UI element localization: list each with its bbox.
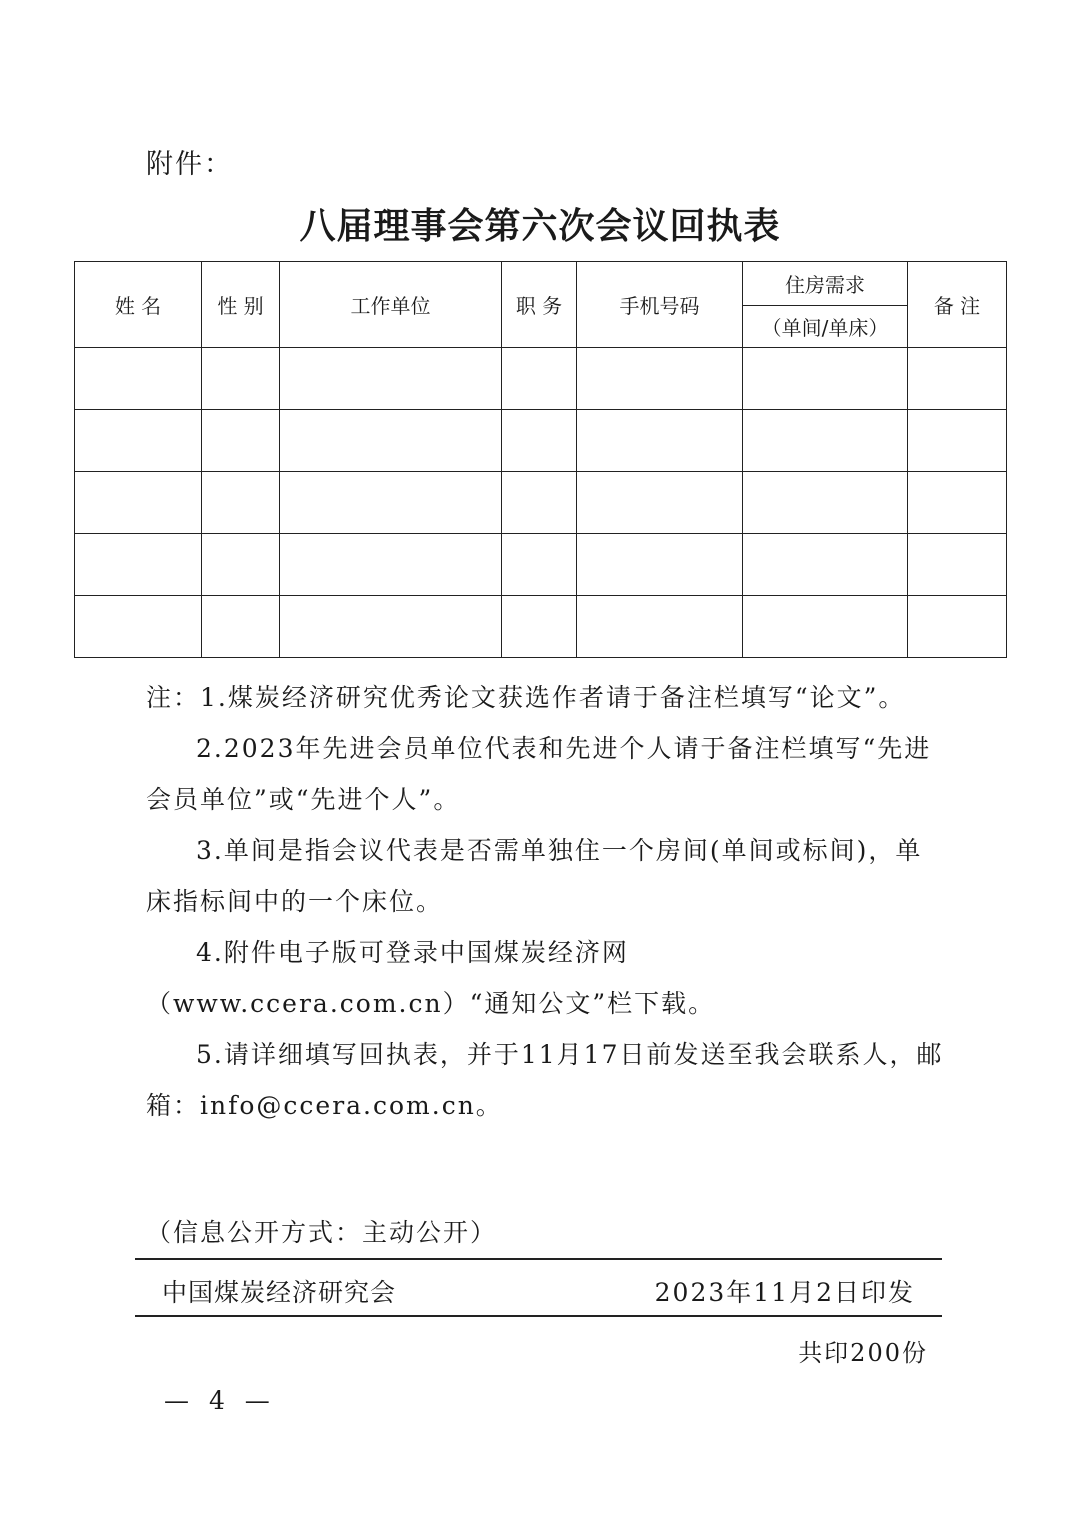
issuing-organization: 中国煤炭经济研究会 <box>162 1278 397 1307</box>
print-copies: 共印200份 <box>798 1339 928 1367</box>
cell-housing[interactable] <box>743 534 908 596</box>
table-header-row <box>75 262 1007 306</box>
cell-name[interactable] <box>75 472 202 534</box>
note-1: 注：1.煤炭经济研究优秀论文获选作者请于备注栏填写“论文”。 <box>146 683 906 712</box>
cell-remarks[interactable] <box>908 348 1007 410</box>
note-2: 2.2023年先进会员单位代表和先进个人请于备注栏填写“先进会员单位”或“先进个人”。 <box>146 734 932 814</box>
cell-name[interactable] <box>75 348 202 410</box>
header-housing: 住房需求 <box>743 262 908 306</box>
cell-phone[interactable] <box>577 410 743 472</box>
cell-housing[interactable] <box>743 348 908 410</box>
header-remarks: 备 注 <box>908 262 1007 348</box>
footer-bottom-rule <box>135 1315 942 1317</box>
cell-gender[interactable] <box>202 348 280 410</box>
reply-form-table <box>74 261 1007 658</box>
notes-section <box>146 672 946 1131</box>
header-employer: 工作单位 <box>280 262 502 348</box>
cell-remarks[interactable] <box>908 596 1007 658</box>
cell-gender[interactable] <box>202 596 280 658</box>
header-name: 姓 名 <box>75 262 202 348</box>
attachment-label: 附件： <box>146 149 233 180</box>
header-phone: 手机号码 <box>577 262 743 348</box>
header-housing-sub: （单间/单床） <box>743 306 908 348</box>
table-row <box>75 410 1007 472</box>
cell-gender[interactable] <box>202 472 280 534</box>
cell-phone[interactable] <box>577 472 743 534</box>
cell-employer[interactable] <box>280 596 502 658</box>
footer-top-rule <box>135 1258 942 1260</box>
cell-phone[interactable] <box>577 348 743 410</box>
table-row <box>75 596 1007 658</box>
note-5: 5.请详细填写回执表，并于11月17日前发送至我会联系人，邮箱：info@ccera.com.cn。 <box>146 1040 944 1120</box>
cell-employer[interactable] <box>280 348 502 410</box>
cell-phone[interactable] <box>577 534 743 596</box>
cell-phone[interactable] <box>577 596 743 658</box>
cell-position[interactable] <box>502 410 577 472</box>
cell-name[interactable] <box>75 410 202 472</box>
cell-name[interactable] <box>75 596 202 658</box>
cell-position[interactable] <box>502 534 577 596</box>
cell-remarks[interactable] <box>908 534 1007 596</box>
cell-housing[interactable] <box>743 410 908 472</box>
issue-date: 2023年11月2日印发 <box>654 1278 915 1307</box>
table-row <box>75 534 1007 596</box>
page-number: — 4 — <box>164 1386 276 1415</box>
document-title: 八届理事会第六次会议回执表 <box>299 206 781 247</box>
table-row <box>75 348 1007 410</box>
cell-remarks[interactable] <box>908 472 1007 534</box>
cell-employer[interactable] <box>280 534 502 596</box>
cell-position[interactable] <box>502 596 577 658</box>
note-3: 3.单间是指会议代表是否需单独住一个房间(单间或标间)，单床指标间中的一个床位。 <box>146 836 923 916</box>
header-position: 职 务 <box>502 262 577 348</box>
cell-employer[interactable] <box>280 472 502 534</box>
cell-position[interactable] <box>502 472 577 534</box>
cell-gender[interactable] <box>202 410 280 472</box>
cell-gender[interactable] <box>202 534 280 596</box>
cell-remarks[interactable] <box>908 410 1007 472</box>
disclosure-note: （信息公开方式：主动公开） <box>146 1218 498 1247</box>
cell-employer[interactable] <box>280 410 502 472</box>
cell-position[interactable] <box>502 348 577 410</box>
header-gender: 性 别 <box>202 262 280 348</box>
cell-housing[interactable] <box>743 596 908 658</box>
cell-name[interactable] <box>75 534 202 596</box>
note-4: 4.附件电子版可登录中国煤炭经济网（www.ccera.com.cn）“通知公文”栏下载。 <box>146 938 716 1018</box>
table-row <box>75 472 1007 534</box>
cell-housing[interactable] <box>743 472 908 534</box>
